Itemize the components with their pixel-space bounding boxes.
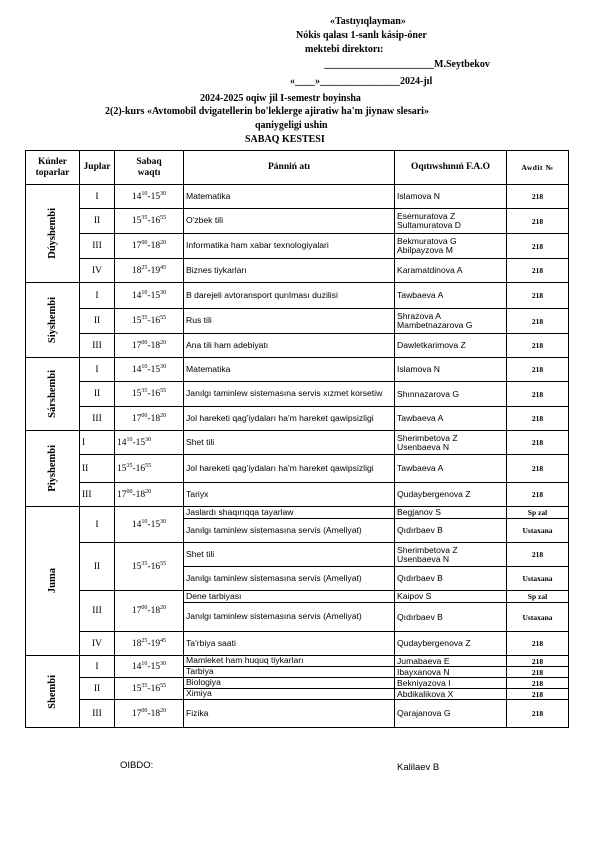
col-header-subject: Pánniń atı: [184, 151, 395, 185]
school-name: Nókis qalası 1-sanlı kásip-óner: [296, 30, 427, 41]
teacher-name: Karamatdinova A: [395, 259, 507, 283]
para-number: II: [80, 543, 115, 591]
table-row: [26, 507, 569, 519]
para-number: II: [80, 382, 115, 407]
table-row: [26, 259, 569, 283]
director-signature-line: ______________________M.Seytbekov: [324, 59, 490, 70]
para-number: II: [80, 209, 115, 234]
room-number: 218: [507, 234, 569, 259]
teacher-name: Bekmuratova G Abilpayzova M: [395, 234, 507, 259]
para-number: I: [80, 507, 115, 543]
room-number: Sp zal: [507, 591, 569, 603]
subject-name: Ana tili ham adebiyatı: [184, 334, 395, 358]
subject-name: Mamleket ham huquq tiykarları: [184, 656, 395, 667]
room-number: 218: [507, 185, 569, 209]
subject-name: Janılgı taminlew sistemasına servis (Ameliyat): [184, 567, 395, 591]
semester-title: 2024-2025 oqiw jil I-semestr boyinsha: [200, 93, 361, 104]
lesson-time: $15^{35}-16^{55}$: [115, 209, 184, 234]
lesson-time: $14^{10}-15^{30}$: [115, 185, 184, 209]
room-number: 218: [507, 455, 569, 483]
room-number: 218: [507, 309, 569, 334]
room-number: 218: [507, 667, 569, 678]
table-row: [26, 678, 569, 689]
table-row: [26, 632, 569, 656]
table-row: [26, 700, 569, 728]
room-number: 218: [507, 259, 569, 283]
room-number: Ustaxana: [507, 567, 569, 591]
lesson-time: $14^{10}-15^{30}$: [115, 431, 184, 455]
lesson-time: $17^{00}-18^{20}$: [115, 234, 184, 259]
teacher-name: Tawbaeva A: [395, 407, 507, 431]
subject-name: Janılgı taminlew sistemasına servis xızmet korsetiw: [184, 382, 395, 407]
teacher-name: Islamova N: [395, 185, 507, 209]
para-number: III: [80, 591, 115, 632]
para-number: IV: [80, 632, 115, 656]
para-number: I: [80, 185, 115, 209]
lesson-time: $18^{25}-19^{45}$: [115, 632, 184, 656]
para-number: III: [80, 483, 115, 507]
subject-name: Jol hareketi qag'iydaları ha'm hareket qawipsizligi: [184, 455, 395, 483]
subject-name: Dene tarbiyası: [184, 591, 395, 603]
lesson-time: $17^{00}-18^{20}$: [115, 334, 184, 358]
lesson-time: $17^{00}-18^{20}$: [115, 591, 184, 632]
subject-name: Ta'rbiya saati: [184, 632, 395, 656]
col-header-days: Kúnler toparlar: [26, 151, 80, 185]
subject-name: Biznes tiykarları: [184, 259, 395, 283]
room-number: 218: [507, 431, 569, 455]
subject-name: Rus tili: [184, 309, 395, 334]
day-label: Juma: [26, 507, 80, 656]
subject-name: Fizika: [184, 700, 395, 728]
teacher-name: Qudaybergenova Z: [395, 632, 507, 656]
col-header-room: Awdit №: [507, 151, 569, 185]
teacher-name: Abdikalikova X: [395, 689, 507, 700]
course-title: 2(2)-kurs «Avtomobil dvigatellerin bo'leklerge ajiratiw ha'm jiynaw slesari»: [105, 106, 429, 117]
subject-name: Shet tili: [184, 543, 395, 567]
teacher-name: Qıdırbaev B: [395, 519, 507, 543]
teacher-name: Qıdırbaev B: [395, 603, 507, 632]
table-row: [26, 455, 569, 483]
teacher-name: Bekniyazova I: [395, 678, 507, 689]
table-row: [26, 358, 569, 382]
subject-name: Janılgı taminlew sistemasına servis (Ameliyat): [184, 603, 395, 632]
room-number: Sp zal: [507, 507, 569, 519]
para-number: II: [80, 678, 115, 700]
table-row: [26, 431, 569, 455]
teacher-name: Kaipov S: [395, 591, 507, 603]
lesson-time: $18^{25}-19^{45}$: [115, 259, 184, 283]
teacher-name: Tawbaeva A: [395, 455, 507, 483]
subject-name: Informatika ham xabar texnologiyalari: [184, 234, 395, 259]
subject-name: Matematika: [184, 358, 395, 382]
room-number: 218: [507, 407, 569, 431]
col-header-para: Juplar: [80, 151, 115, 185]
teacher-name: Qıdırbaev B: [395, 567, 507, 591]
teacher-name: Ibayxanova N: [395, 667, 507, 678]
para-number: I: [80, 358, 115, 382]
table-header-row: [26, 151, 569, 185]
teacher-name: Qudaybergenova Z: [395, 483, 507, 507]
para-number: II: [80, 455, 115, 483]
room-number: 218: [507, 209, 569, 234]
room-number: 218: [507, 358, 569, 382]
footer-oibdo-name: Kalilaev B: [397, 762, 440, 773]
room-number: 218: [507, 656, 569, 667]
para-number: III: [80, 334, 115, 358]
subject-name: Jol hareketi qag'iydaları ha'm hareket qawipsizligi: [184, 407, 395, 431]
subject-name: O'zbek tili: [184, 209, 395, 234]
para-number: I: [80, 656, 115, 678]
lesson-time: $15^{35}-16^{55}$: [115, 309, 184, 334]
room-number: Ustaxana: [507, 603, 569, 632]
para-number: III: [80, 234, 115, 259]
teacher-name: Begjanov S: [395, 507, 507, 519]
teacher-name: Sherimbetova Z Usenbaeva N: [395, 431, 507, 455]
room-number: 218: [507, 678, 569, 689]
para-number: III: [80, 407, 115, 431]
lesson-time: $15^{35}-16^{55}$: [115, 382, 184, 407]
para-number: II: [80, 309, 115, 334]
approval-title: «Tastıyıqlayman»: [330, 16, 406, 27]
day-label: Siyshembi: [26, 283, 80, 358]
lesson-time: $17^{00}-18^{20}$: [115, 483, 184, 507]
room-number: 218: [507, 689, 569, 700]
table-row: [26, 334, 569, 358]
subject-name: Matematika: [184, 185, 395, 209]
table-row: [26, 309, 569, 334]
subject-name: Ximiya: [184, 689, 395, 700]
specialty-label: qaniygeligi ushin: [255, 120, 328, 131]
table-row: [26, 382, 569, 407]
table-row: [26, 234, 569, 259]
room-number: 218: [507, 700, 569, 728]
day-label: Dúyshembi: [26, 185, 80, 283]
room-number: 218: [507, 283, 569, 309]
lesson-time: $17^{00}-18^{20}$: [115, 407, 184, 431]
teacher-name: Islamova N: [395, 358, 507, 382]
room-number: Ustaxana: [507, 519, 569, 543]
table-row: [26, 283, 569, 309]
subject-name: Janılgı taminlew sistemasına servis (Ameliyat): [184, 519, 395, 543]
table-row: [26, 543, 569, 567]
table-row: [26, 483, 569, 507]
teacher-name: Sherimbetova Z Usenbaeva N: [395, 543, 507, 567]
director-label: mektebi direktorı:: [305, 44, 384, 55]
room-number: 218: [507, 382, 569, 407]
subject-name: Tarbiya: [184, 667, 395, 678]
subject-name: Shet tili: [184, 431, 395, 455]
lesson-time: $15^{35}-16^{55}$: [115, 455, 184, 483]
room-number: 218: [507, 483, 569, 507]
para-number: III: [80, 700, 115, 728]
lesson-time: $14^{10}-15^{30}$: [115, 656, 184, 678]
teacher-name: Dawletkarimova Z: [395, 334, 507, 358]
table-row: [26, 407, 569, 431]
table-row: [26, 209, 569, 234]
approval-date-line: «____»________________2024-jıl: [290, 76, 433, 87]
lesson-time: $17^{00}-18^{20}$: [115, 700, 184, 728]
lesson-time: $14^{10}-15^{30}$: [115, 507, 184, 543]
footer-oibdo-label: OIBDO:: [120, 760, 154, 771]
schedule-table: [25, 150, 569, 728]
lesson-time: $15^{35}-16^{55}$: [115, 678, 184, 700]
teacher-name: Qarajanova G: [395, 700, 507, 728]
para-number: I: [80, 431, 115, 455]
lesson-time: $14^{10}-15^{30}$: [115, 358, 184, 382]
teacher-name: Shınnazarova G: [395, 382, 507, 407]
day-label: Shembi: [26, 656, 80, 728]
lesson-time: $15^{35}-16^{55}$: [115, 543, 184, 591]
table-row: [26, 185, 569, 209]
day-label: Piyshembi: [26, 431, 80, 507]
subject-name: Jaslardı shaqırıqqa tayarlaw: [184, 507, 395, 519]
col-header-teacher: Oqıtıwshınıń F.A.O: [395, 151, 507, 185]
table-row: [26, 591, 569, 603]
teacher-name: Shrazova A Mambetnazarova G: [395, 309, 507, 334]
para-number: I: [80, 283, 115, 309]
day-label: Sárshembi: [26, 358, 80, 431]
teacher-name: Jumabaeva E: [395, 656, 507, 667]
room-number: 218: [507, 543, 569, 567]
table-row: [26, 656, 569, 667]
teacher-name: Tawbaeva A: [395, 283, 507, 309]
teacher-name: Esemuratova Z Sultamuratova D: [395, 209, 507, 234]
schedule-title: SABAQ KESTESI: [245, 134, 325, 145]
subject-name: B darejeli avtoransport qurılması duzilisi: [184, 283, 395, 309]
col-header-time: Sabaq waqtı: [115, 151, 184, 185]
room-number: 218: [507, 632, 569, 656]
room-number: 218: [507, 334, 569, 358]
lesson-time: $14^{10}-15^{30}$: [115, 283, 184, 309]
para-number: IV: [80, 259, 115, 283]
subject-name: Biologiya: [184, 678, 395, 689]
subject-name: Tariyx: [184, 483, 395, 507]
